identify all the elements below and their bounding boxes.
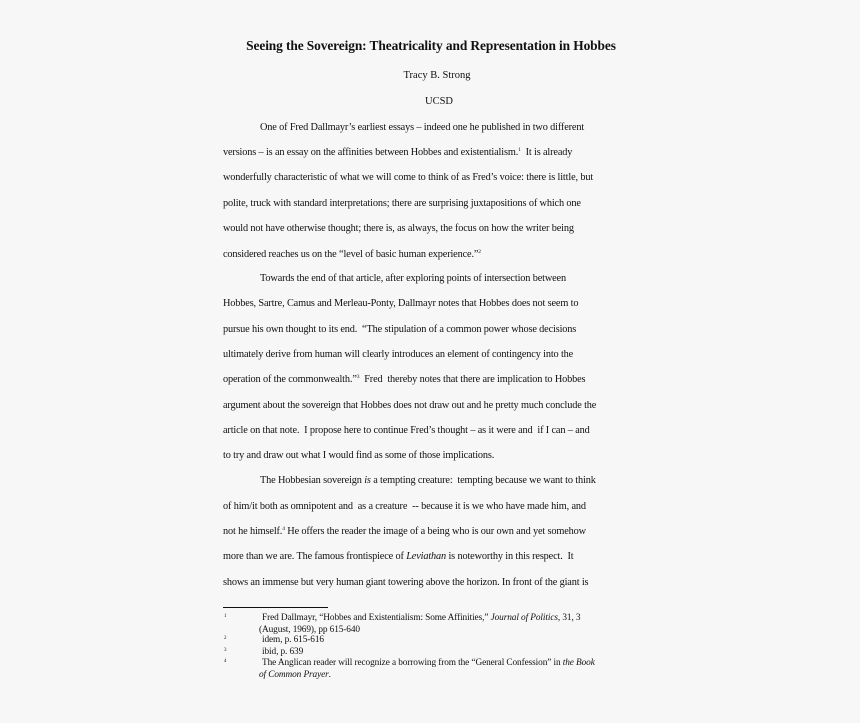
body-line: of him/it both as omnipotent and as a creature -- because it is we who have made him, and [223,501,586,512]
footnote-text-continued: (August, 1969), pp 615-640 [259,625,360,635]
body-line: shows an immense but very human giant towering above the horizon. In front of the giant is [223,577,589,588]
body-line: polite, truck with standard interpretations; there are surprising juxtapositions of which one [223,198,581,209]
body-line: The Hobbesian sovereign is a tempting creature: tempting because we want to think [260,475,596,486]
body-line: argument about the sovereign that Hobbes does not draw out and he pretty much conclude the [223,400,597,411]
body-line: considered reaches us on the “level of basic human experience.”$^2$ [223,249,481,260]
body-line: to try and draw out what I would find as some of those implications. [223,450,495,461]
footnote-number: 1 [224,614,227,619]
footnote-ref[interactable]: 4 [282,526,285,532]
body-line: ultimately derive from human will clearly introduces an element of contingency into the [223,349,574,360]
body-line: pursue his own thought to its end. “The stipulation of a common power whose decisions [223,324,577,335]
footnote-text: ibid, p. 639 [262,647,304,657]
body-line: would not have otherwise thought; there is, as always, the focus on how the writer being [223,223,574,234]
body-line: versions – is an essay on the affinities between Hobbes and existentialism.$^1$ It is already [223,147,573,158]
footnote-number: 2 [224,636,227,641]
footnote-text: The Anglican reader will recognize a borrowing from the “General Confession” in the Book [262,658,595,668]
document-title: Seeing the Sovereign: Theatricality and Representation in Hobbes [246,38,616,53]
body-line: more than we are. The famous frontispiece of Leviathan is noteworthy in this respect. It [223,551,574,562]
footnote-separator [223,607,328,608]
body-line: One of Fred Dallmayr’s earliest essays – indeed one he published in two different [260,122,585,133]
footnote-text: Fred Dallmayr, “Hobbes and Existentialism: Some Affinities,” Journal of Politics, 31, 3 [262,613,581,623]
footnote-number: 4 [224,659,227,664]
body-line: operation of the commonwealth.”$^3$ Fred thereby notes that there are implication to Hobbes [223,374,586,385]
footnote-ref[interactable]: 3 [356,374,360,380]
body-line: not he himself.$^4$ He offers the reader the image of a being who is our own and yet somehow [223,526,586,537]
footnote-text: idem, p. 615-616 [262,635,324,645]
footnote-text-continued: of Common Prayer. [259,670,331,680]
body-line: Towards the end of that article, after exploring points of intersection between [260,273,566,284]
author-affiliation: UCSD [424,96,453,107]
footnote-ref[interactable]: 2 [478,249,481,255]
body-line: article on that note. I propose here to continue Fred’s thought – as it were and if I can – and [223,425,590,436]
footnote-ref[interactable]: 1 [518,147,521,153]
body-line: wonderfully characteristic of what we will come to think of as Fred’s voice: there is little, but [223,172,594,183]
body-line: Hobbes, Sartre, Camus and Merleau-Ponty, Dallmayr notes that Hobbes does not seem to [223,298,579,309]
author-name: Tracy B. Strong [403,70,471,81]
footnote-number: 3 [224,648,227,653]
